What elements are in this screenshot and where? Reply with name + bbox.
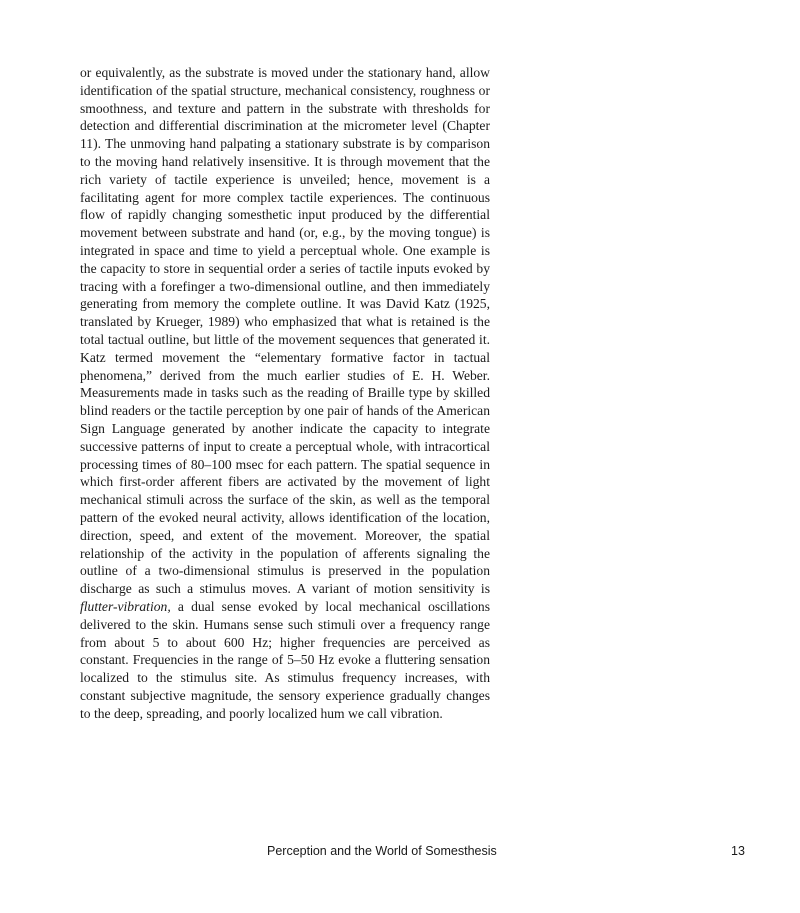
body-paragraph bbox=[80, 64, 490, 722]
running-footer-title: Perception and the World of Somesthesis bbox=[267, 844, 497, 858]
italic-term: flutter-vibration, bbox=[80, 598, 171, 614]
body-text-before-italic: or equivalently, as the substrate is moved under the stationary hand, allow identification of the spatial structure, mechanical consistency, roughness or smoothness, and texture and pattern in the substrate with thresholds for detection and differential discrimination at the micrometer level (Chapter 11). The unmoving hand palpating a stationary substrate is by comparison to the moving hand relatively insensitive. It is through movement that the rich variety of tactile experience is unveiled; hence, movement is a facilitating agent for more complex tactile experiences. The continuous flow of rapidly changing somesthetic input produced by the differential movement between substrate and hand (or, e.g., by the moving tongue) is integrated in space and time to yield a perceptual whole. One example is the capacity to store in sequential order a series of tactile inputs evoked by tracing with a forefinger a two-dimensional outline, and then immediately generating from memory the complete outline. It was David Katz (1925, translated by Krueger, 1989) who emphasized that what is retained is the total tactual outline, but little of the movement sequences that generated it. Katz termed movement the “elementary formative factor in tactual phenomena,” derived from the much earlier studies of E. H. Weber. Measurements made in tasks such as the reading of Braille type by skilled blind readers or the tactile perception by one pair of hands of the American Sign Language generated by another indicate the capacity to integrate successive patterns of input to create a perceptual whole, with intracortical processing times of 80–100 msec for each pattern. The spatial sequence in which first-order afferent fibers are activated by the movement of light mechanical stimuli across the surface of the skin, as well as the temporal pattern of the evoked neural activity, allows identification of the location, direction, speed, and extent of the movement. Moreover, the spatial relationship of the activity in the population of afferents signaling the outline of a two-dimensional stimulus is preserved in the population discharge as such a stimulus moves. A variant of motion sensitivity is bbox=[80, 65, 490, 597]
page-number: 13 bbox=[731, 844, 745, 858]
body-text-after-italic: a dual sense evoked by local mechanical oscillations delivered to the skin. Humans sense such stimuli over a frequency range from about 5 to about 600 Hz; higher frequencies are perceived as constant. Frequencies in the range of 5–50 Hz evoke a fluttering sensation localized to the stimulus site. As stimulus frequency increases, with constant subjective magnitude, the sensory experience gradually changes to the deep, spreading, and poorly localized hum we call vibration. bbox=[80, 598, 490, 721]
